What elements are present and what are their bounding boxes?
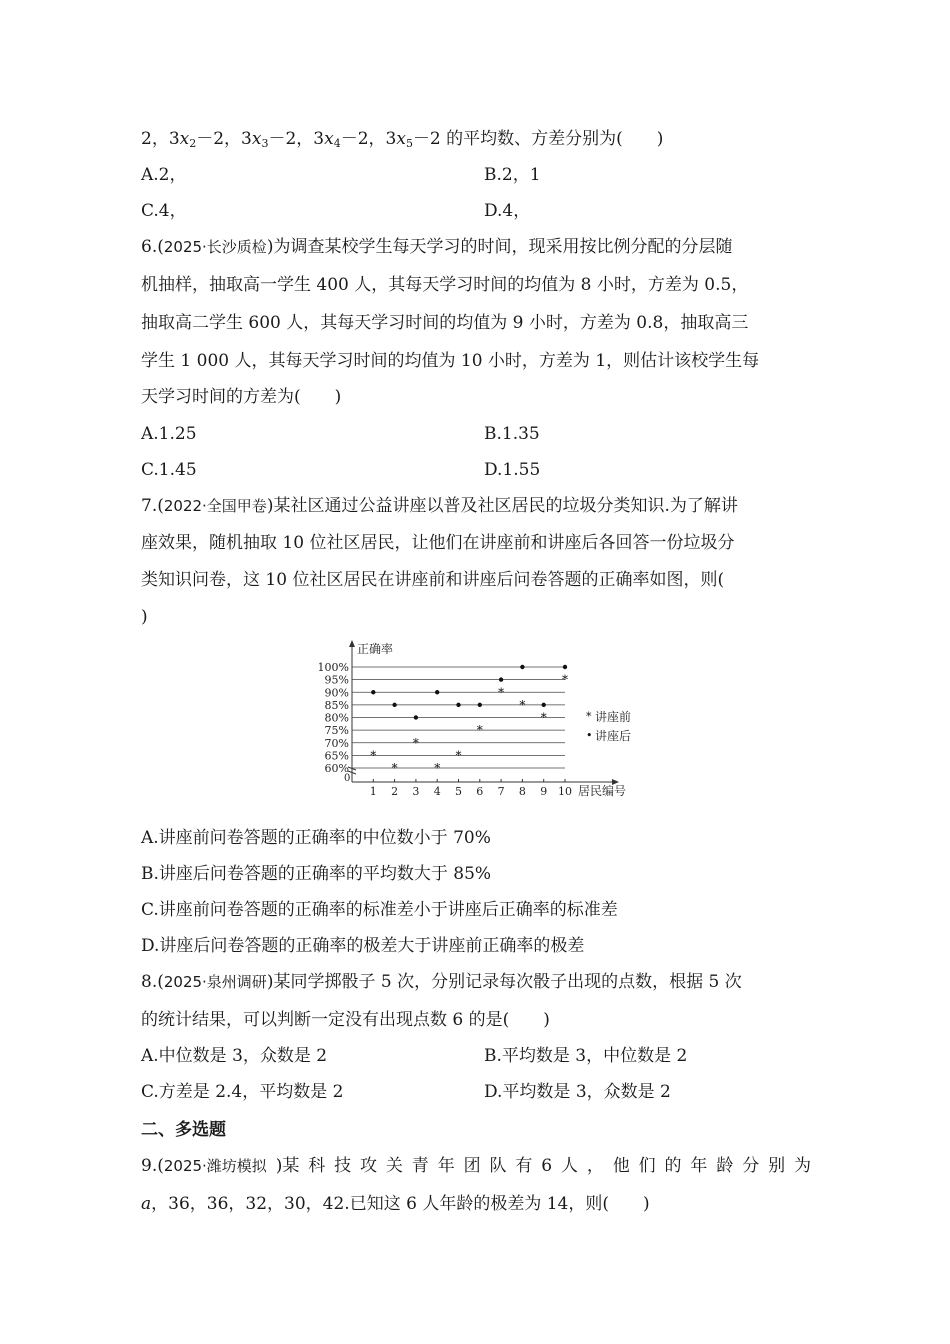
q9-token: 年 <box>690 1156 708 1176</box>
q7-source: 2022·全国甲卷 <box>163 497 267 515</box>
after-lecture-point <box>435 690 439 694</box>
q9-token: 年 <box>437 1156 455 1176</box>
q7-option-c[interactable]: C.讲座前问卷答题的正确率的标准差小于讲座后正确率的标准差 <box>141 900 618 920</box>
q9-token: 人 <box>560 1156 578 1176</box>
after-lecture-point <box>478 703 482 707</box>
q5-text: －2，3 <box>340 129 397 149</box>
after-lecture-point <box>371 690 375 694</box>
q6-option-d[interactable]: D.1.55 <box>484 460 541 480</box>
q8-stem-line-2: 的统计结果，可以判断一定没有出现点数 6 的是( ) <box>141 1010 550 1030</box>
q7-stem-line-1 <box>141 496 738 516</box>
y-tick-label: 90% <box>324 686 349 700</box>
before-lecture-point: * <box>391 761 398 775</box>
after-lecture-point <box>563 665 567 669</box>
legend-before-symbol: * <box>586 710 592 723</box>
chart-axes <box>344 640 626 798</box>
x-tick-label: 5 <box>455 785 462 798</box>
y-tick-label: 65% <box>324 749 349 763</box>
q6-stem-line-3: 抽取高二学生 600 人，其每天学习时间的均值为 9 小时，方差为 0.8，抽取高三 <box>141 313 749 333</box>
q9-token: 们 <box>638 1156 656 1176</box>
q6-text: )为调查某校学生每天学习的时间，现采用按比例分配的分层随 <box>266 237 733 257</box>
before-lecture-point: * <box>434 761 441 775</box>
q5-option-b[interactable]: B.2，1 <box>484 165 541 185</box>
before-lecture-point: * <box>519 697 526 712</box>
x-tick-label: 10 <box>558 785 572 798</box>
q5-var: x <box>396 129 406 149</box>
q9-stem-line-2 <box>141 1194 650 1214</box>
y-tick-label: 70% <box>324 736 349 750</box>
q9-token: 青 <box>411 1156 429 1176</box>
legend-after-symbol: • <box>586 729 593 742</box>
q9-token: 别 <box>768 1156 786 1176</box>
q5-stem-tail <box>141 129 663 149</box>
q6-option-a[interactable]: A.1.25 <box>141 424 197 444</box>
legend-before-label: 讲座前 <box>595 710 632 724</box>
q9-number-source <box>141 1156 267 1176</box>
q5-option-c[interactable]: C.4， <box>141 201 187 221</box>
q9-token: 6 <box>541 1156 553 1176</box>
before-lecture-point: * <box>498 685 505 700</box>
q9-token: 有 <box>515 1156 533 1176</box>
q6-stem-line-1 <box>141 237 732 257</box>
q8-text: )某同学掷骰子 5 次，分别记录每次骰子出现的点数，根据 5 次 <box>266 972 742 992</box>
q7-number: 7.( <box>141 496 164 516</box>
q9-number: 9.( <box>141 1156 164 1176</box>
q5-text: －2，3 <box>196 129 252 149</box>
q5-sub: 3 <box>261 137 269 150</box>
before-lecture-point: * <box>455 748 462 763</box>
y-tick-label: 80% <box>324 711 349 725</box>
q5-sub: 4 <box>333 137 341 150</box>
q5-var: x <box>179 129 190 149</box>
q9-token: 团 <box>463 1156 481 1176</box>
q8-source: 2025·泉州调研 <box>163 973 267 991</box>
q9-token: 的 <box>664 1156 682 1176</box>
q8-option-c[interactable]: C.方差是 2.4，平均数是 2 <box>141 1082 344 1102</box>
before-lecture-point: * <box>370 748 377 763</box>
q8-number: 8.( <box>141 972 164 992</box>
q5-text: －2 的平均数、方差分别为( ) <box>412 129 664 149</box>
q6-stem-line-4: 学生 1 000 人，其每天学习时间的均值为 10 小时，方差为 1，则估计该校学生每 <box>141 351 760 371</box>
q9-token: ， <box>586 1156 604 1176</box>
x-tick-label: 1 <box>369 785 377 798</box>
q9-source: 2025·潍坊模拟 <box>163 1157 267 1175</box>
y-tick-label: 75% <box>324 724 349 738</box>
x-tick-label: 8 <box>518 785 526 798</box>
q9-token: 分 <box>742 1156 760 1176</box>
q9-stem-line-1 <box>141 1156 811 1176</box>
accuracy-scatter-chart <box>308 636 653 804</box>
q6-number: 6.( <box>141 237 164 257</box>
after-lecture-point <box>414 715 418 719</box>
y-tick-label: 100% <box>317 661 349 674</box>
y-axis-label: 正确率 <box>357 642 394 656</box>
q8-option-b[interactable]: B.平均数是 3，中位数是 2 <box>484 1046 688 1066</box>
y-tick-label: 95% <box>324 673 349 687</box>
q5-var: x <box>251 129 262 149</box>
q9-token: 他 <box>612 1156 630 1176</box>
q9-token: 攻 <box>360 1156 378 1176</box>
q9-token: )某 <box>275 1156 300 1176</box>
q5-option-d[interactable]: D.4， <box>484 201 531 221</box>
q6-source: 2025·长沙质检 <box>163 238 267 256</box>
after-lecture-point <box>542 703 546 707</box>
before-lecture-point: * <box>476 723 483 738</box>
section-title: 二、多选题 <box>141 1120 226 1140</box>
q5-sub: 2 <box>189 137 197 150</box>
q5-text: －2，3 <box>268 129 325 149</box>
y-axis-arrow <box>349 640 355 647</box>
q5-sub: 5 <box>405 137 413 150</box>
q5-text: 2，3 <box>141 129 180 149</box>
origin-label: 0 <box>344 773 351 784</box>
q7-option-b[interactable]: B.讲座后问卷答题的正确率的平均数大于 85% <box>141 864 492 884</box>
q9-token: 技 <box>334 1156 352 1176</box>
after-lecture-point <box>456 703 460 707</box>
x-tick-label: 2 <box>391 785 399 798</box>
q7-option-a[interactable]: A.讲座前问卷答题的正确率的中位数小于 70% <box>141 828 491 848</box>
x-tick-label: 7 <box>497 785 505 798</box>
q6-stem-line-5: 天学习时间的方差为( ) <box>141 387 342 407</box>
q7-stem-line-4: ) <box>141 607 148 627</box>
q9-token: 龄 <box>716 1156 734 1176</box>
y-tick-label: 85% <box>324 698 349 712</box>
q7-option-d[interactable]: D.讲座后问卷答题的正确率的极差大于讲座前正确率的极差 <box>141 936 585 956</box>
after-lecture-point <box>392 703 396 707</box>
q5-var: x <box>324 129 334 149</box>
x-axis-label: 居民编号 <box>578 784 627 798</box>
after-lecture-point <box>499 677 503 681</box>
q6-option-c[interactable]: C.1.45 <box>141 460 197 480</box>
q6-option-b[interactable]: B.1.35 <box>484 424 540 444</box>
q9-token: 为 <box>793 1156 811 1176</box>
q9-text: ，36，36，32，30，42.已知这 6 人年龄的极差为 14，则( ) <box>151 1194 650 1214</box>
q9-var: a <box>141 1194 152 1214</box>
q8-option-a[interactable]: A.中位数是 3，众数是 2 <box>141 1046 328 1066</box>
x-tick-label: 9 <box>540 785 548 798</box>
legend-after-label: 讲座后 <box>595 729 632 743</box>
q9-token: 队 <box>489 1156 507 1176</box>
before-lecture-point: * <box>540 710 547 725</box>
x-tick-label: 6 <box>476 785 484 798</box>
q7-stem-line-2: 座效果，随机抽取 10 位社区居民，让他们在讲座前和讲座后各回答一份垃圾分 <box>141 533 735 553</box>
q9-token: 科 <box>308 1156 326 1176</box>
after-lecture-point <box>520 665 524 669</box>
q7-stem-line-3: 类知识问卷，这 10 位社区居民在讲座前和讲座后问卷答题的正确率如图，则( <box>141 570 725 590</box>
q8-option-d[interactable]: D.平均数是 3，众数是 2 <box>484 1082 671 1102</box>
y-tick-label: 60% <box>324 762 349 775</box>
q8-stem-line-1 <box>141 972 742 992</box>
q7-text: )某社区通过公益讲座以普及社区居民的垃圾分类知识.为了解讲 <box>266 496 738 516</box>
before-lecture-point: * <box>412 735 419 750</box>
q6-stem-line-2: 机抽样，抽取高一学生 400 人，其每天学习时间的均值为 8 小时，方差为 0.5， <box>141 275 749 295</box>
q5-option-a[interactable]: A.2， <box>141 165 187 185</box>
x-tick-label: 4 <box>433 785 441 798</box>
before-lecture-point: * <box>562 672 568 687</box>
x-tick-label: 3 <box>412 785 420 798</box>
q9-token: 关 <box>385 1156 403 1176</box>
